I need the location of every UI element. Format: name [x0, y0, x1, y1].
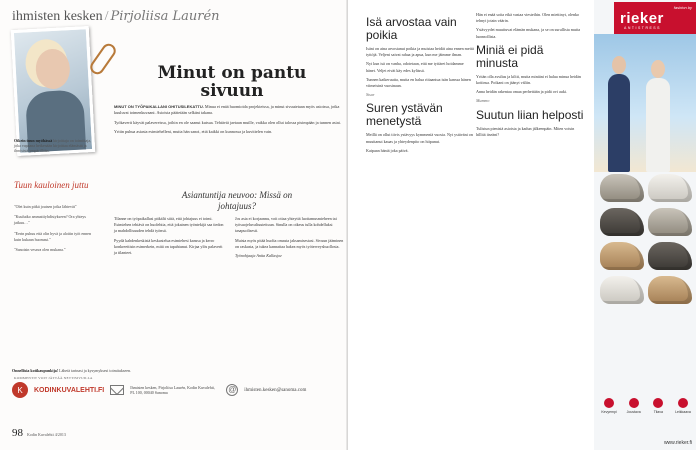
shoe-image: [600, 208, 644, 236]
letter-paragraph: Yritän olla avulias ja kiltti, mutta miniäni ei halua minua heidän kotiinsa. Poikani on jäänyt väliin.: [476, 73, 581, 86]
caption-text: kirjoittaja on toimittaja, joka vapaana hetkenään kirjoittaa elämästä ja ihmisistä ympärillään.: [14, 138, 92, 153]
lead-caps: MINUT ON TYÖPAIKALLANI OHITUSILEKATTU.: [114, 104, 204, 109]
legend-label: Leikkaava: [675, 410, 691, 414]
legend-label: Tilava: [653, 410, 663, 414]
footer-prompt-bold: Onnellisia kotikaupunkija!: [12, 368, 59, 373]
section-name: ihmisten kesken: [12, 9, 103, 24]
letter-title: Suren ystävän menetystä: [366, 101, 443, 129]
ad-model-left-head: [612, 56, 626, 74]
envelope-icon: [110, 385, 124, 395]
ad-brand: rieker: [620, 10, 664, 27]
letter-paragraph: Tunnen katkeruutta, mutta en halua riitaantua isän kanssa hänen viimeisinä vuosinaan.: [366, 76, 471, 89]
expert-subheading: Asiantuntija neuvoo: Missä on johtajuus?: [181, 190, 293, 211]
sidebar-paragraph: "Eerin puhuu että olin hyvä ja aloitin työt ennen kuin kukaan huomasi.": [14, 230, 91, 242]
website-link[interactable]: KODINKUVALEHTI.FI: [34, 386, 105, 394]
legend-item: [672, 398, 694, 414]
answer-paragraph: Tilanne on työpaikallasi pitkälti siitä, että johtajuus ei toimi. Esimiehen tehtävä on huolehtia, että jokainen työntekijä saa tiedon ja mahdollisuuden tehdä työnsä.: [114, 216, 224, 234]
expert-signature: Työnohjaaja Anita Kallasjoe: [235, 253, 282, 259]
portrait-caption: [14, 138, 94, 153]
letter-title: Isä arvostaa vain poikia: [366, 15, 457, 42]
letter-signature: Sisar: [366, 92, 375, 98]
at-sign-icon: @: [228, 385, 237, 394]
letter-paragraph: Hän ei enää soita eikä vastaa viesteihin. Olen miettinyt, olenko tehnyt jotain väärin.: [476, 12, 580, 24]
ad-photo: [594, 34, 696, 172]
right-column-2: [476, 12, 584, 141]
footer-prompt-text: Lähetä tarinasi ja kysymyksesi toimitukseen.: [59, 368, 132, 373]
ad-model-right-head: [651, 60, 665, 78]
letter-paragraph: Kaipaan häntä joka päivä.: [366, 147, 409, 153]
letter-paragraph: Anna heidän rakentaa omaa perhettään ja pidä ovi auki.: [476, 89, 568, 95]
shoe-image: [648, 276, 692, 304]
article-paragraph: Työkaverit käyvät palavereissa, joihin en ole saanut kutsua. Tehtäviä jaetaan muille, vaikka olen ollut talossa pisimpään ja tunnen asiat.: [114, 119, 341, 125]
shoe-image: [648, 242, 692, 270]
sidebar-paragraph: "Kuulutko ammattiyhdistykseen? Ora yhteys jatkuu…": [14, 214, 86, 226]
sidebar-title: Tuun kauloinen juttu: [14, 180, 89, 190]
ad-website-link[interactable]: www.rieker.fi: [663, 440, 692, 446]
ad-tagline: ANTISTRESS: [624, 26, 661, 30]
legend-item: [623, 398, 645, 414]
legend-item: [598, 398, 620, 414]
feature-icon: [653, 398, 663, 408]
page-number: 98: [12, 427, 23, 439]
right-column-1: [366, 12, 474, 157]
sidebar-credit: KOMMENTIT VOIT JÄTTÄÄ NETTISIVUILLA: [14, 376, 93, 380]
caption-name: Oikein tuun myöhässä: [14, 138, 53, 143]
shoe-image: [600, 242, 644, 270]
section-header: [12, 9, 220, 25]
article-lead: [114, 104, 346, 138]
legend-label: Joustava: [626, 410, 641, 414]
expert-answer-columns: [114, 216, 346, 366]
letter-title: Suutun liian helposti: [476, 107, 584, 122]
feature-icon: [678, 398, 688, 408]
right-page: [348, 0, 696, 450]
email-link[interactable]: ihmisten.kesken@sanoma.com: [244, 387, 307, 393]
sidebar-text: [14, 204, 98, 257]
letter-title: Miniä ei pidä minusta: [476, 42, 544, 70]
author-name: Pirjoliisa Laurén: [110, 9, 220, 24]
article-paragraph: Yritin puhua asiasta esimiehelleni, mutta hän sanoi, että kaikki on kunnossa ja kuvittelen vain.: [114, 128, 273, 134]
lead-text: Minua ei enää huomioida projekteissa, ja minut sivuutetaan myös asioissa, jotka kuuluvat toimenkuvaani. Asioista päätetään selkäni takana.: [114, 104, 340, 116]
paperclip-icon: [88, 41, 119, 77]
author-portrait: [11, 26, 95, 156]
magazine-issue: Kodin Kuvalehti 4/2013: [27, 432, 66, 437]
feature-icon: [629, 398, 639, 408]
feature-icon: [604, 398, 614, 408]
legend-item: [647, 398, 669, 414]
contact-row: [12, 378, 342, 402]
shoe-image: [648, 208, 692, 236]
letter-paragraph: Nyt kun isä on vanha, odotetaan, että me tyttäret hoidamme hänet. Veljet eivät käy edes kylässä.: [366, 61, 464, 73]
letter-signature: Mummo: [476, 98, 490, 104]
shoe-image: [600, 276, 644, 304]
ad-model-left: [608, 74, 630, 172]
letter-paragraph: Tulistun pienistä asioista ja kadun jälkeenpäin. Miten voisin hillitä itseäni?: [476, 125, 575, 137]
header-separator: /: [104, 9, 109, 24]
portrait-head: [35, 48, 71, 90]
sidebar-paragraph: "Olet kuin pitkä joutsen jotka lähtevät": [14, 204, 77, 209]
letter-paragraph: Ystävyydet muuttuvat elämän mukana, ja se on surullista mutta luonnollista.: [476, 27, 581, 39]
shoe-image: [648, 174, 692, 202]
letter-paragraph: Isäni on aina arvostanut poikia ja muistaa heidät aina ennen meitä tyttöjä. Veljeni saivat rahaa ja apua, kun me jäimme ilman.: [366, 46, 474, 58]
lead-paragraph: [114, 104, 346, 117]
sidebar-paragraph: "Sanoisin vesava olen mukana.": [14, 247, 66, 253]
shoe-image: [600, 174, 644, 202]
ad-fashion-by: fashion by: [673, 5, 692, 10]
rieker-logo: [614, 2, 696, 34]
page-folio: [12, 427, 66, 439]
postal-address: Ihmisten kesken, Pirjoliisa Laurén, Kodin Kuvalehti, PL 100, 00040 Sanoma: [130, 385, 215, 395]
footer-prompt: [12, 368, 342, 373]
answer-paragraph: Muista myös pitää huolta omasta jaksamisestasi. Sivuun jääminen on raskasta, ja tukea kannattaa hakea myös työterveyshuollosta.: [235, 237, 344, 249]
ad-feature-legend: [598, 398, 694, 414]
rieker-advertisement[interactable]: [594, 0, 696, 450]
ad-model-right: [646, 78, 670, 172]
answer-paragraph: Pyydä kahdenkeskistä keskustelua esimiehesi kanssa ja kerro konkreettisin esimerkein, mitä on tapahtunut. Kirjaa ylös palaverit ja tilanteet.: [114, 237, 223, 256]
shoe-gallery: [600, 174, 692, 304]
letter-paragraph: Meillä on ollut tiivis ystävyys kymmeniä vuosia. Nyt ystäväni on muuttanut kauas ja yhteydenpito on hiipunut.: [366, 132, 473, 144]
article-title: Minut on pantu sivuun: [157, 63, 307, 101]
kodinkuvalehti-logo-icon: K: [12, 382, 28, 398]
answer-paragraph: Jos asia ei korjaannu, voit ottaa yhteyttä luottamusmieheen tai työsuojeluvaltuutettuun. Sinulla on oikeus tulla kohdelluksi tasapuolisesti.: [235, 216, 337, 234]
legend-label: Kevyempi: [601, 410, 617, 414]
